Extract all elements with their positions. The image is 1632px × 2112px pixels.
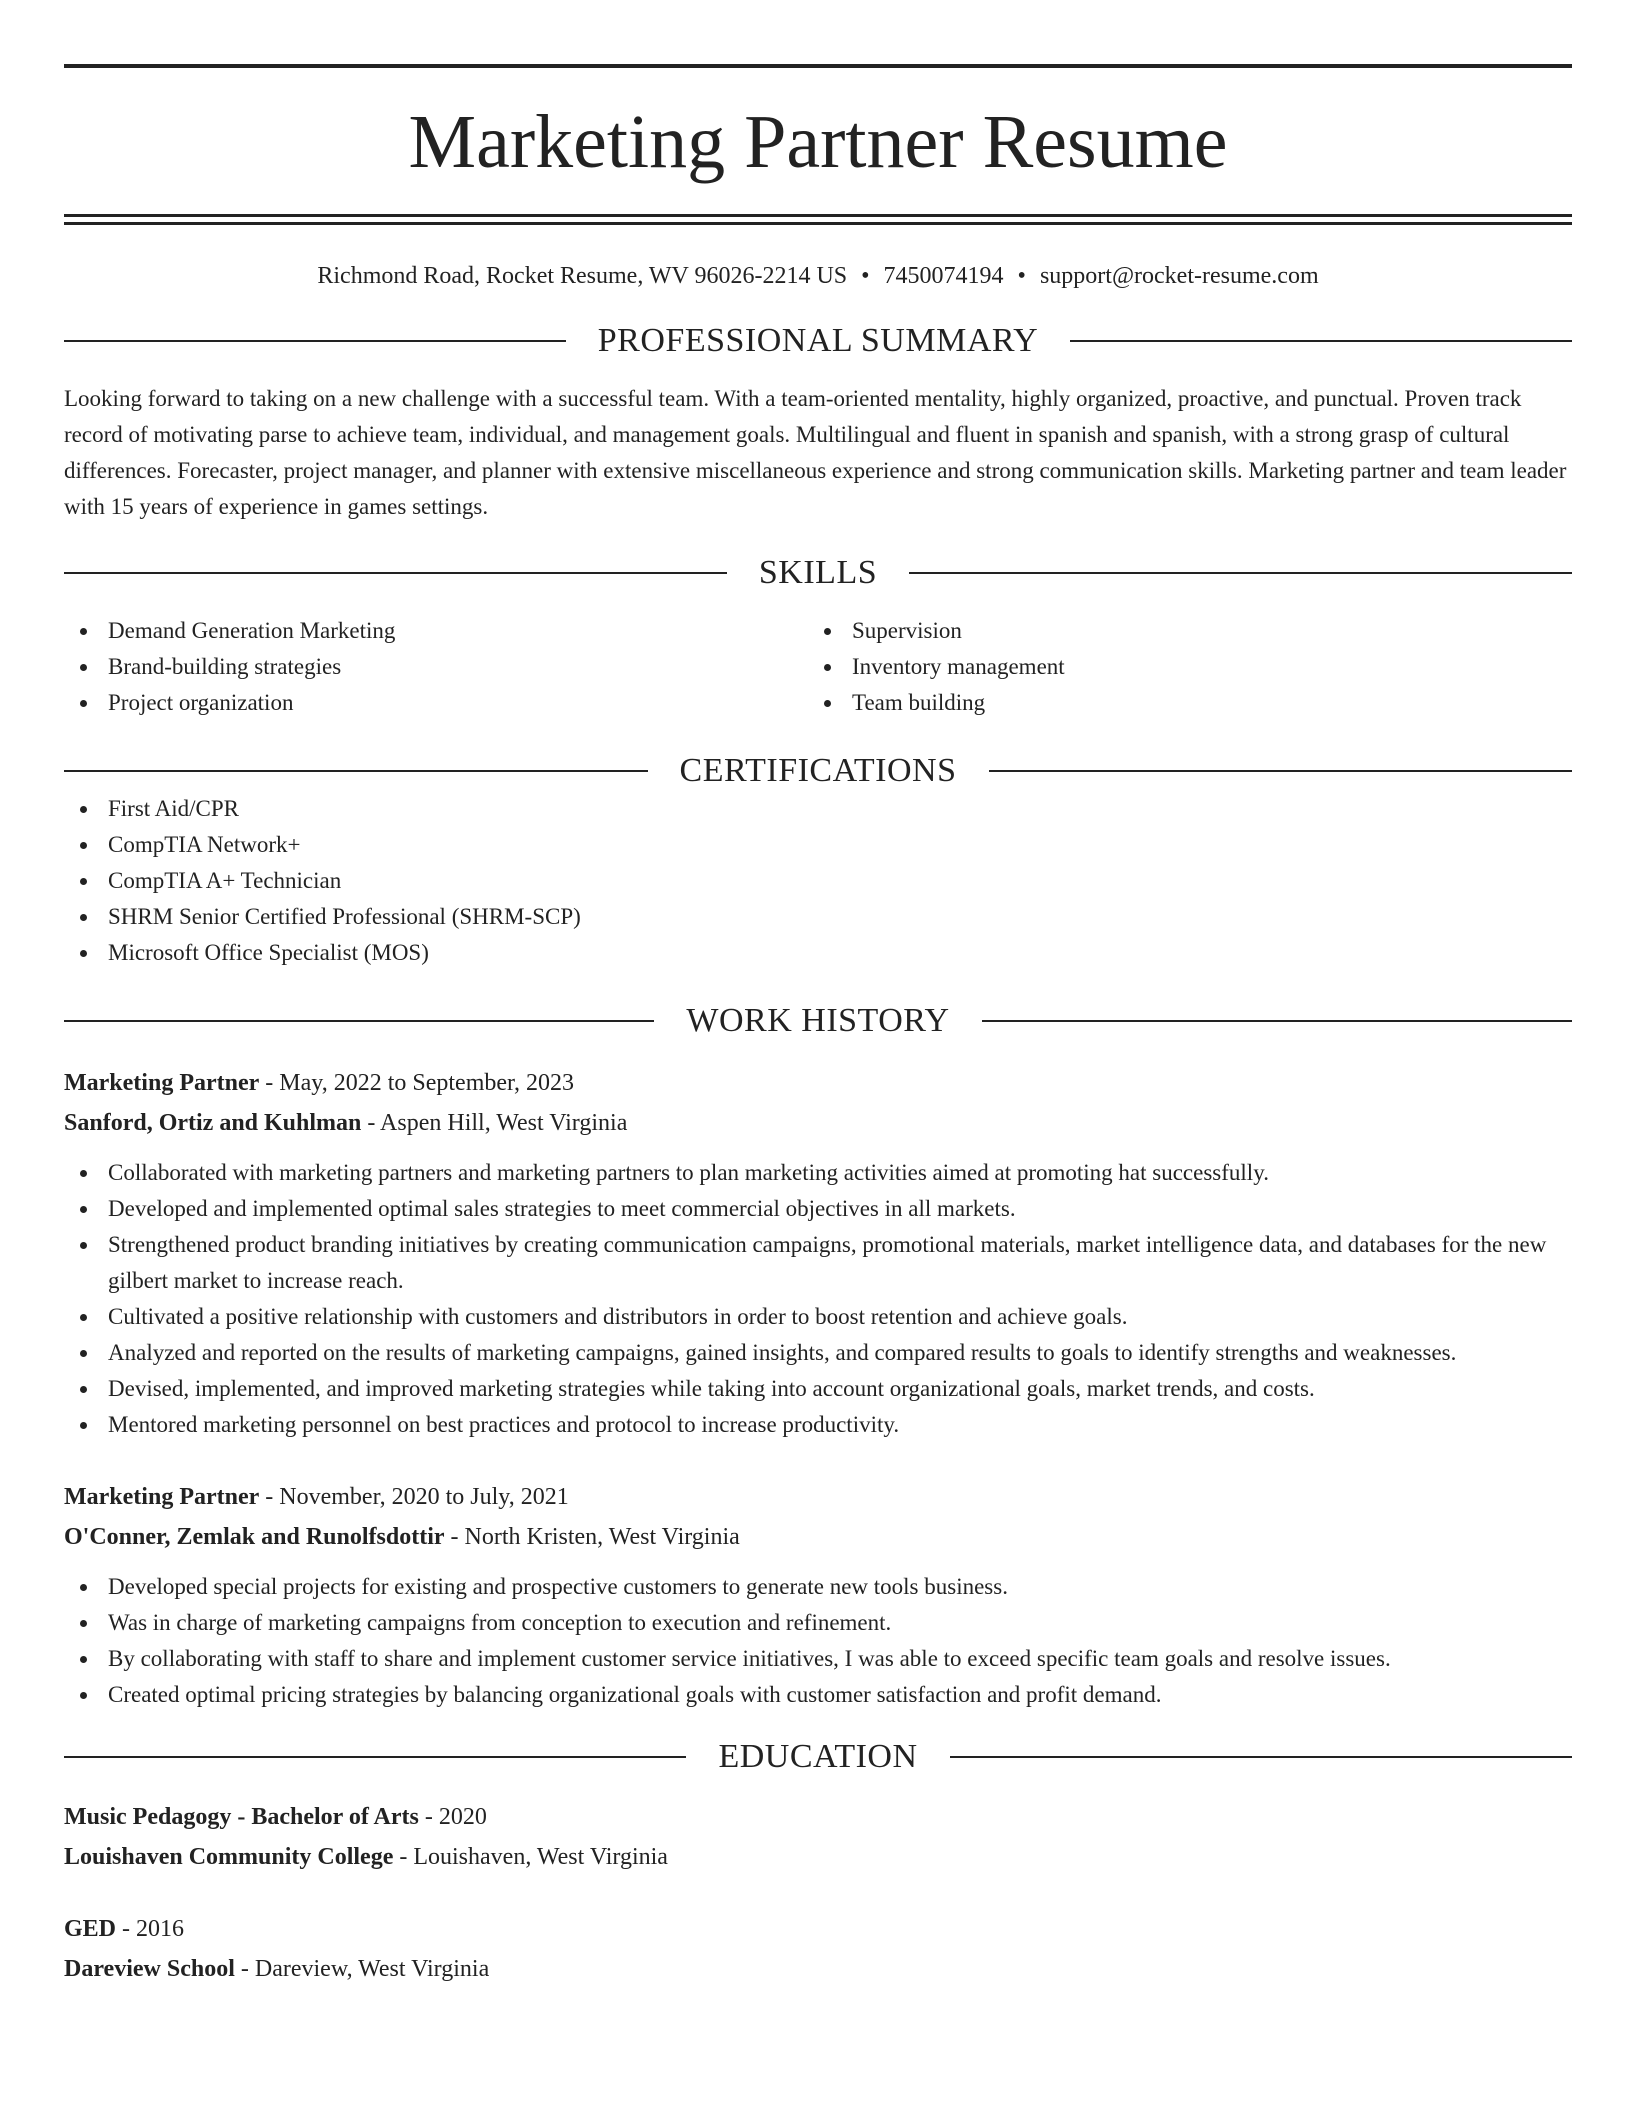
education-degree-line	[64, 1797, 1572, 1837]
job-bullet: Analyzed and reported on the results of marketing campaigns, gained insights, and compared results to goals to identify strengths and weaknesses.	[64, 1335, 1572, 1371]
education-school-line	[64, 1837, 1572, 1877]
section-header-education	[64, 1737, 1572, 1777]
section-rule	[64, 770, 648, 772]
job-bullet: Developed and implemented optimal sales strategies to meet commercial objectives in all markets.	[64, 1191, 1572, 1227]
section-title: WORK HISTORY	[686, 1002, 950, 1039]
certification-item: SHRM Senior Certified Professional (SHRM-SCP)	[64, 899, 1572, 935]
skill-item: Brand-building strategies	[64, 649, 808, 685]
section-header-certifications	[64, 751, 1572, 791]
job-location: - North Kristen, West Virginia	[444, 1524, 740, 1550]
skill-item: Supervision	[808, 613, 1552, 649]
section-header-skills	[64, 553, 1572, 593]
skills-column-right	[808, 613, 1552, 721]
skills-column-left	[64, 613, 808, 721]
job-title: Marketing Partner	[64, 1484, 260, 1510]
section-rule	[989, 770, 1573, 772]
skill-item: Project organization	[64, 685, 808, 721]
skills-list	[64, 613, 1572, 721]
job-dates: - November, 2020 to July, 2021	[259, 1484, 569, 1510]
job-bullet: Created optimal pricing strategies by balancing organizational goals with customer satisfaction and profit demand.	[64, 1677, 1572, 1713]
contact-address: Richmond Road, Rocket Resume, WV 96026-2214 US	[317, 263, 848, 289]
education-school: Dareview School	[64, 1956, 235, 1982]
job-location: - Aspen Hill, West Virginia	[361, 1110, 628, 1136]
education-degree-line	[64, 1909, 1572, 1949]
job-bullet: Cultivated a positive relationship with customers and distributors in order to boost retention and achieve goals.	[64, 1299, 1572, 1335]
job-company: Sanford, Ortiz and Kuhlman	[64, 1110, 362, 1136]
section-title: CERTIFICATIONS	[679, 752, 957, 789]
job-dates: - May, 2022 to September, 2023	[259, 1070, 575, 1096]
contact-phone: 7450074194	[883, 263, 1004, 289]
education-year: - 2016	[116, 1916, 185, 1942]
job-bullet: Strengthened product branding initiatives by creating communication campaigns, promotional materials, market intelligence data, and databases for the new gilbert market to increase reach.	[64, 1227, 1572, 1299]
job-company: O'Conner, Zemlak and Runolfsdottir	[64, 1524, 445, 1550]
education-entry	[64, 1909, 1572, 1989]
section-title: EDUCATION	[718, 1738, 918, 1775]
job-entry	[64, 1477, 1572, 1713]
title-double-rule	[64, 214, 1572, 225]
job-bullet: By collaborating with staff to share and implement customer service initiatives, I was able to exceed specific team goals and resolve issues.	[64, 1641, 1572, 1677]
skill-item: Inventory management	[808, 649, 1552, 685]
top-rule	[64, 64, 1572, 68]
contact-email[interactable]: support@rocket-resume.com	[1039, 263, 1319, 289]
education-degree: GED	[64, 1916, 117, 1942]
section-header-summary	[64, 321, 1572, 361]
contact-line	[64, 261, 1572, 291]
job-bullet: Devised, implemented, and improved marketing strategies while taking into account organizational goals, market trends, and costs.	[64, 1371, 1572, 1407]
education-location: - Louishaven, West Virginia	[393, 1844, 668, 1870]
contact-separator: •	[1017, 263, 1026, 289]
resume-page	[64, 64, 1572, 1989]
job-company-line	[64, 1517, 1572, 1557]
education-year: - 2020	[418, 1804, 487, 1830]
section-header-work-history	[64, 1001, 1572, 1041]
section-rule	[1070, 340, 1572, 342]
certification-item: CompTIA A+ Technician	[64, 863, 1572, 899]
job-bullets	[64, 1569, 1572, 1713]
education-degree: Music Pedagogy - Bachelor of Arts	[64, 1804, 419, 1830]
contact-separator: •	[861, 263, 870, 289]
section-title: SKILLS	[758, 554, 878, 591]
education-school-line	[64, 1949, 1572, 1989]
education-entry	[64, 1797, 1572, 1877]
certification-item: First Aid/CPR	[64, 791, 1572, 827]
job-bullet: Developed special projects for existing and prospective customers to generate new tools business.	[64, 1569, 1572, 1605]
certification-item: CompTIA Network+	[64, 827, 1572, 863]
section-rule	[64, 340, 566, 342]
skill-item: Team building	[808, 685, 1552, 721]
summary-text: Looking forward to taking on a new challenge with a successful team. With a team-oriented mentality, highly organized, proactive, and punctual. Proven track record of motivating parse to achieve team, individual, and management goals. Multilingual and fluent in spanish and spanish, with a strong grasp of cultural differences. Forecaster, project manager, and planner with extensive miscellaneous experience and strong communication skills. Marketing partner and team leader with 15 years of experience in games settings.	[64, 386, 1567, 519]
resume-title: Marketing Partner Resume	[408, 100, 1228, 184]
job-bullet: Mentored marketing personnel on best practices and protocol to increase productivity.	[64, 1407, 1572, 1443]
job-title-line	[64, 1477, 1572, 1517]
job-bullet: Collaborated with marketing partners and marketing partners to plan marketing activities aimed at promoting hat successfully.	[64, 1155, 1572, 1191]
section-rule	[982, 1020, 1572, 1022]
job-bullets	[64, 1155, 1572, 1443]
section-rule	[64, 1020, 654, 1022]
job-title: Marketing Partner	[64, 1070, 260, 1096]
job-bullet: Was in charge of marketing campaigns from conception to execution and refinement.	[64, 1605, 1572, 1641]
skill-item: Demand Generation Marketing	[64, 613, 808, 649]
section-rule	[64, 572, 727, 574]
certifications-list	[64, 791, 1572, 971]
job-title-line	[64, 1063, 1572, 1103]
education-location: - Dareview, West Virginia	[234, 1956, 490, 1982]
education-school: Louishaven Community College	[64, 1844, 394, 1870]
certification-item: Microsoft Office Specialist (MOS)	[64, 935, 1572, 971]
section-rule	[64, 1756, 686, 1758]
job-entry	[64, 1063, 1572, 1443]
section-rule	[909, 572, 1572, 574]
section-rule	[950, 1756, 1572, 1758]
section-title: PROFESSIONAL SUMMARY	[597, 322, 1039, 359]
job-company-line	[64, 1103, 1572, 1143]
